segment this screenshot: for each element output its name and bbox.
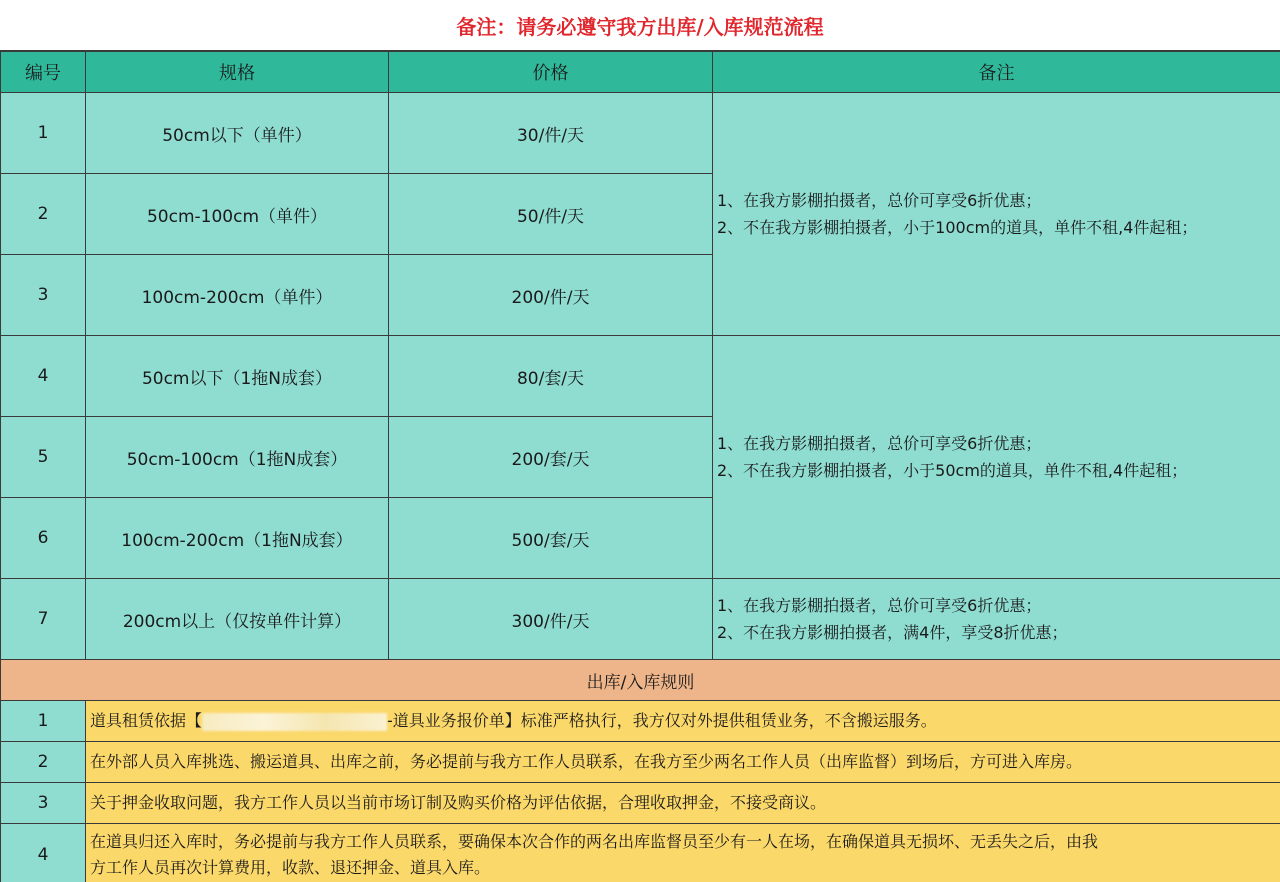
header-row — [1, 52, 1280, 93]
rule-num: 4 — [1, 824, 86, 882]
rules-title-row — [1, 660, 1280, 701]
row-spec: 100cm-200cm（1拖N成套） — [86, 498, 389, 579]
rule-row — [1, 824, 1280, 882]
header-spec: 规格 — [86, 52, 389, 93]
note-line: 2、不在我方影棚拍摄者，小于100cm的道具，单件不租,4件起租； — [717, 218, 1198, 237]
price-table — [0, 51, 1280, 882]
row-spec: 50cm以下（1拖N成套） — [86, 336, 389, 417]
row-price: 500/套/天 — [389, 498, 713, 579]
row-price: 300/件/天 — [389, 579, 713, 660]
row-spec: 50cm-100cm（1拖N成套） — [86, 417, 389, 498]
redacted-blur — [202, 713, 387, 731]
note-line: 1、在我方影棚拍摄者，总价可享受6折优惠； — [717, 434, 1042, 453]
rule-text-suffix: -道具业务报价单】标准严格执行，我方仅对外提供租赁业务，不含搬运服务。 — [387, 711, 937, 730]
row-spec: 50cm以下（单件） — [86, 93, 389, 174]
row-num: 5 — [1, 417, 86, 498]
note-group-1 — [713, 93, 1280, 336]
rule-num: 1 — [1, 701, 86, 742]
row-price: 50/件/天 — [389, 174, 713, 255]
table-row — [1, 93, 1280, 174]
rule-row — [1, 783, 1280, 824]
row-price: 30/件/天 — [389, 93, 713, 174]
rule-text — [86, 824, 1280, 882]
header-price: 价格 — [389, 52, 713, 93]
note-line: 2、不在我方影棚拍摄者，小于50cm的道具，单件不租,4件起租； — [717, 461, 1188, 480]
header-num: 编号 — [1, 52, 86, 93]
rule-text-prefix: 道具租赁依据【 — [90, 711, 203, 730]
row-price: 200/套/天 — [389, 417, 713, 498]
row-spec: 100cm-200cm（单件） — [86, 255, 389, 336]
row-num: 6 — [1, 498, 86, 579]
table-row — [1, 579, 1280, 660]
note-group-2 — [713, 336, 1280, 579]
rule-text-line: 在道具归还入库时，务必提前与我方工作人员联系，要确保本次合作的两名出库监督员至少有一人在场，在确保道具无损坏、无丢失之后，由我 — [90, 831, 1099, 851]
row-num: 3 — [1, 255, 86, 336]
rule-row — [1, 701, 1280, 742]
row-num: 4 — [1, 336, 86, 417]
row-price: 200/件/天 — [389, 255, 713, 336]
rule-num: 3 — [1, 783, 86, 824]
row-num: 2 — [1, 174, 86, 255]
rule-text: 在外部人员入库挑选、搬运道具、出库之前，务必提前与我方工作人员联系，在我方至少两名工作人员（出库监督）到场后，方可进入库房。 — [86, 742, 1280, 783]
rule-text: 关于押金收取问题，我方工作人员以当前市场订制及购买价格为评估依据，合理收取押金，不接受商议。 — [86, 783, 1280, 824]
note-group-3 — [713, 579, 1280, 660]
rule-num: 2 — [1, 742, 86, 783]
rules-title: 出库/入库规则 — [1, 660, 1280, 701]
row-spec: 200cm以上（仅按单件计算） — [86, 579, 389, 660]
note-line: 1、在我方影棚拍摄者，总价可享受6折优惠； — [717, 191, 1042, 210]
note-line: 1、在我方影棚拍摄者，总价可享受6折优惠； — [717, 596, 1042, 615]
rule-text-line: 方工作人员再次计算费用，收款、退还押金、道具入库。 — [90, 857, 491, 877]
row-price: 80/套/天 — [389, 336, 713, 417]
row-num: 1 — [1, 93, 86, 174]
row-num: 7 — [1, 579, 86, 660]
row-spec: 50cm-100cm（单件） — [86, 174, 389, 255]
table-row — [1, 336, 1280, 417]
banner-title: 备注：请务必遵守我方出库/入库规范流程 — [0, 0, 1280, 51]
rule-text — [86, 701, 1280, 742]
header-note: 备注 — [713, 52, 1280, 93]
rule-row — [1, 742, 1280, 783]
note-line: 2、不在我方影棚拍摄者，满4件，享受8折优惠； — [717, 623, 1068, 642]
